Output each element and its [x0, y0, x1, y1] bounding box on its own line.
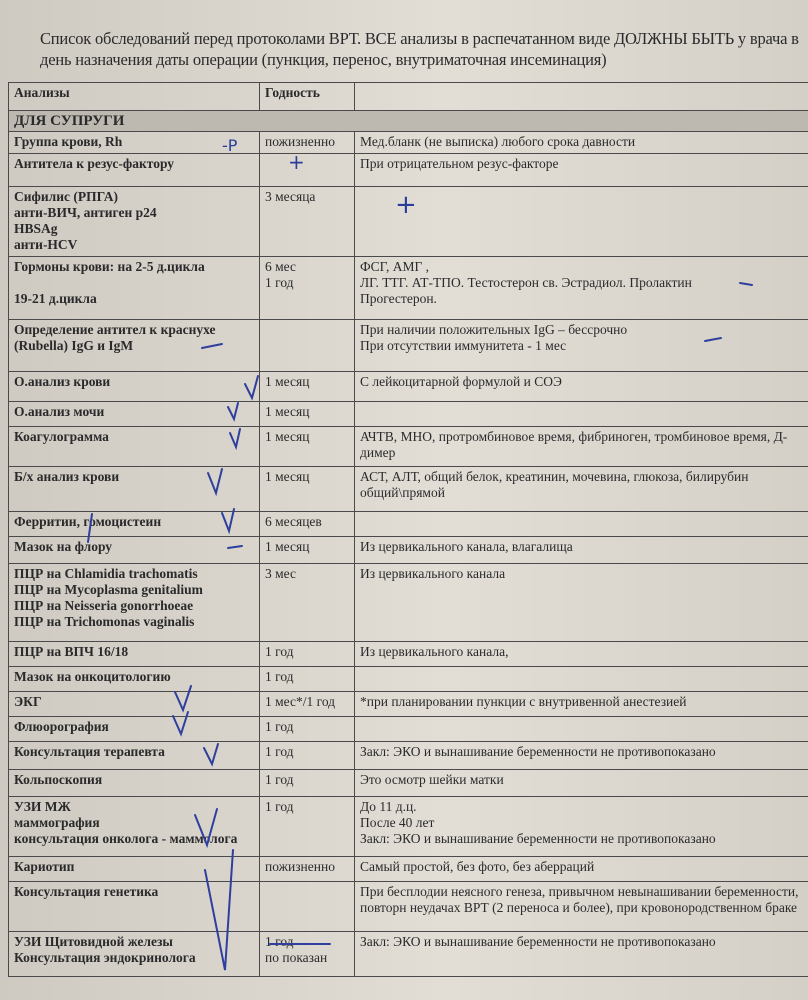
analysis-name: Ферритин, гомоцистеин: [9, 512, 260, 537]
note-text: Из цервикального канала, влагалища: [355, 537, 808, 564]
validity-value: 3 мес: [260, 564, 355, 642]
note-text: При отрицательном резус-факторе: [355, 154, 808, 187]
handwritten-note: -Р: [222, 136, 238, 155]
analysis-name: Кольпоскопия: [9, 770, 260, 797]
note-text: Это осмотр шейки матки: [355, 770, 808, 797]
validity-value: 1 месяц: [260, 427, 355, 467]
validity-value: 1 год: [260, 667, 355, 692]
analysis-name: Мазок на онкоцитологию: [9, 667, 260, 692]
analysis-name: Консультация терапевта: [9, 742, 260, 770]
validity-value: 1 год: [260, 770, 355, 797]
analysis-name: О.анализ мочи: [9, 402, 260, 427]
validity-value: 1 мес*/1 год: [260, 692, 355, 717]
analysis-name: Флюорография: [9, 717, 260, 742]
analysis-name: Коагулограмма: [9, 427, 260, 467]
analysis-name: ЭКГ: [9, 692, 260, 717]
validity-value: 1 месяц: [260, 372, 355, 402]
note-text: До 11 д.ц. После 40 лет Закл: ЭКО и вынашивание беременности не противопоказано: [355, 797, 808, 857]
analysis-name: Антитела к резус-фактору: [9, 154, 260, 187]
section-title: ДЛЯ СУПРУГИ: [9, 111, 808, 132]
note-text: При наличии положительных IgG – бессрочно При отсутствии иммунитета - 1 мес: [355, 320, 808, 372]
note-text: ФСГ, АМГ , ЛГ. ТТГ. АТ-ТПО. Тестостерон св. Эстрадиол. Пролактин Прогестерон.: [355, 257, 808, 320]
analysis-name: ПЦР на Chlamidia trachomatis ПЦР на Mycoplasma genitalium ПЦР на Neisseria gonorrhoeae ПЦР на Trichomonas vaginalis: [9, 564, 260, 642]
note-text: АСТ, АЛТ, общий белок, креатинин, мочевина, глюкоза, билирубин общий\прямой: [355, 467, 808, 512]
validity-value: 1 год: [260, 717, 355, 742]
validity-value: пожизненно: [260, 132, 355, 154]
note-text: Самый простой, без фото, без аберраций: [355, 857, 808, 882]
note-text: С лейкоцитарной формулой и СОЭ: [355, 372, 808, 402]
handwritten-note: +: [395, 190, 417, 220]
validity-value: 1 месяц: [260, 402, 355, 427]
validity-value: 6 месяцев: [260, 512, 355, 537]
note-text: Из цервикального канала,: [355, 642, 808, 667]
header-analyses: Анализы: [9, 83, 260, 111]
note-text: АЧТВ, МНО, протромбиновое время, фибриноген, тромбиновое время, Д-димер: [355, 427, 808, 467]
analysis-name: ПЦР на ВПЧ 16/18: [9, 642, 260, 667]
analysis-name: Группа крови, Rh: [9, 132, 260, 154]
document-title: Список обследований перед протоколами ВРТ. ВСЕ анализы в распечатанном виде ДОЛЖНЫ БЫТЬ у врача в день назначения даты операции (пункция, перенос, внутриматочная инсеминация): [40, 29, 799, 69]
note-text: Закл: ЭКО и вынашивание беременности не противопоказано: [355, 742, 808, 770]
analysis-name: Консультация генетика: [9, 882, 260, 932]
analysis-name: Б/х анализ крови: [9, 467, 260, 512]
analysis-name: О.анализ крови: [9, 372, 260, 402]
validity-value: 6 мес 1 год: [260, 257, 355, 320]
note-text: Из цервикального канала: [355, 564, 808, 642]
header-validity: Годность: [260, 83, 355, 111]
validity-value: 1 год: [260, 797, 355, 857]
validity-value: 1 месяц: [260, 537, 355, 564]
note-text: Мед.бланк (не выписка) любого срока давности: [355, 132, 808, 154]
analysis-name: Кариотип: [9, 857, 260, 882]
validity-value: пожизненно: [260, 857, 355, 882]
note-text: Закл: ЭКО и вынашивание беременности не противопоказано: [355, 932, 808, 977]
analysis-name: УЗИ МЖ маммография консультация онколога - маммолога: [9, 797, 260, 857]
validity-value: 1 год по показан: [260, 932, 355, 977]
analysis-name: Гормоны крови: на 2-5 д.цикла 19-21 д.цикла: [9, 257, 260, 320]
validity-value: 1 год: [260, 742, 355, 770]
analysis-name: УЗИ Щитовидной железы Консультация эндокринолога: [9, 932, 260, 977]
validity-value: 3 месяца: [260, 187, 355, 257]
validity-value: 1 месяц: [260, 467, 355, 512]
analysis-name: Сифилис (РПГА) анти-ВИЧ, антиген р24 HBSAg анти-HCV: [9, 187, 260, 257]
analysis-name: Мазок на флору: [9, 537, 260, 564]
validity-value: 1 год: [260, 642, 355, 667]
note-text: *при планировании пункции с внутривенной анестезией: [355, 692, 808, 717]
handwritten-note: +: [288, 150, 305, 174]
note-text: При бесплодии неясного генеза, привычном невынашивании беременности, повторн неудачах ВРТ (2 переноса и более), при кровонородственном браке: [355, 882, 808, 932]
analysis-name: Определение антител к краснухе (Rubella) IgG и IgM: [9, 320, 260, 372]
